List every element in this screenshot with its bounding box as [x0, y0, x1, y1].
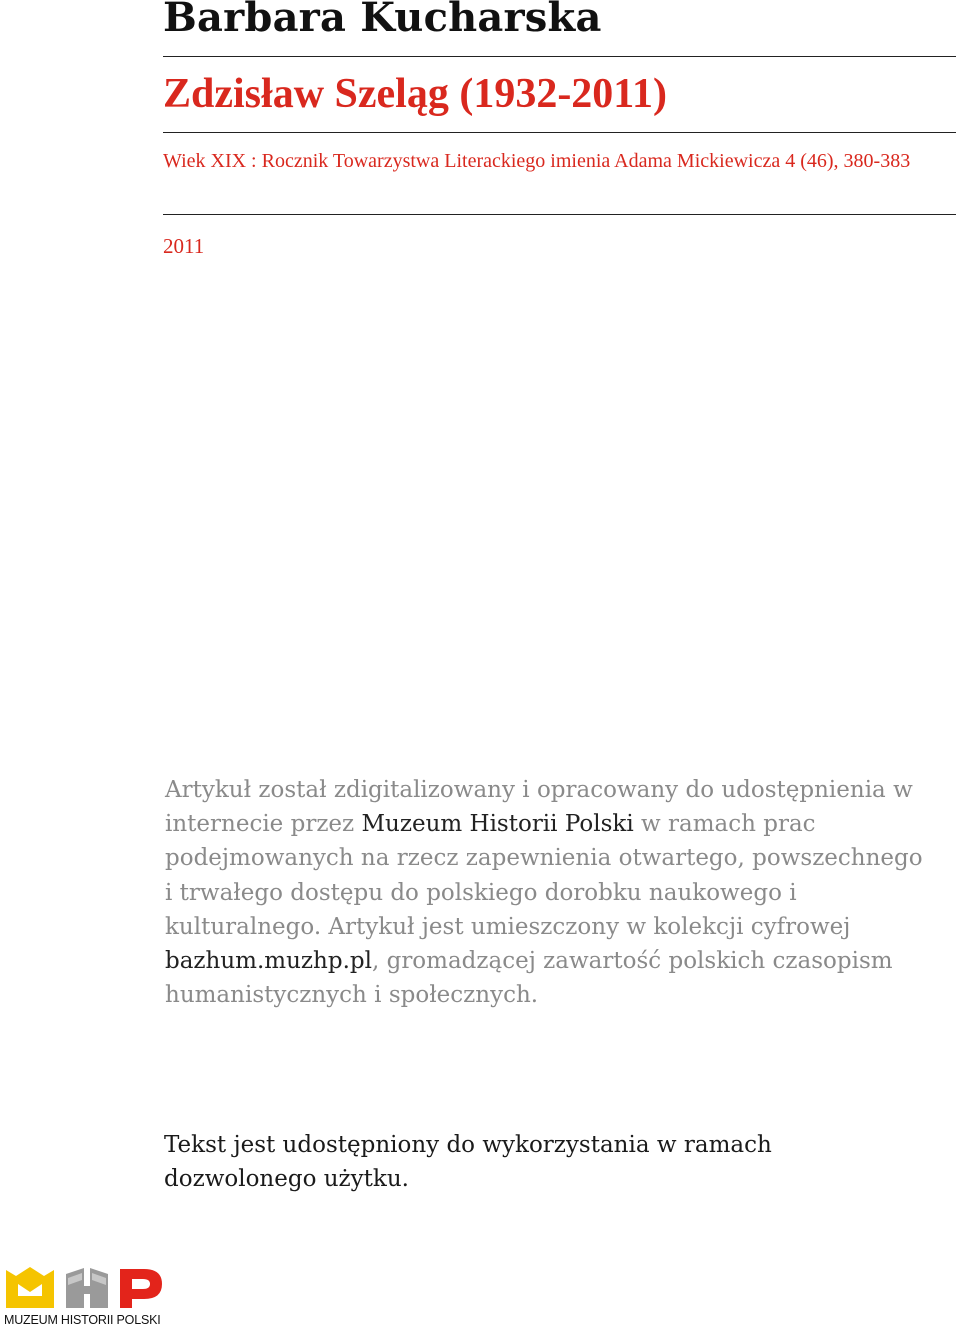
museum-name: Muzeum Historii Polski: [361, 811, 634, 838]
divider-bottom: [163, 214, 956, 215]
license-notice: Tekst jest udostępniony do wykorzystania w ramach dozwolonego użytku.: [164, 1132, 772, 1193]
notice-text-2: w ramach prac podejmowanych na rzecz zapewnienia otwartego, powszechnego i trwałego dostępu do polskiego dorobku naukowego i kulturalnego. Artykuł jest umieszczony w kolekcji cyfrowej: [165, 811, 923, 940]
publication-year: 2011: [163, 234, 205, 258]
museum-logo: [4, 1266, 166, 1328]
notice-text-1: Artykuł został zdigitalizowany i opracowany do udostępnienia w internecie przez: [165, 777, 913, 838]
digitization-notice: [165, 773, 925, 1012]
article-title: Zdzisław Szeląg (1932-2011): [163, 71, 667, 117]
museum-logo-text: MUZEUM HISTORII POLSKI: [4, 1313, 161, 1327]
notice-text-3: , gromadzącej zawartość polskich czasopism humanistycznych i społecznych.: [165, 948, 893, 1009]
divider-middle: [163, 132, 956, 133]
source-citation: Wiek XIX : Rocznik Towarzystwa Literackiego imienia Adama Mickiewicza 4 (46), 380-383: [163, 150, 911, 172]
author-name: Barbara Kucharska: [163, 0, 602, 41]
divider-top: [163, 56, 956, 57]
museum-logo-icon: [4, 1266, 166, 1314]
site-link[interactable]: bazhum.muzhp.pl: [165, 948, 372, 975]
